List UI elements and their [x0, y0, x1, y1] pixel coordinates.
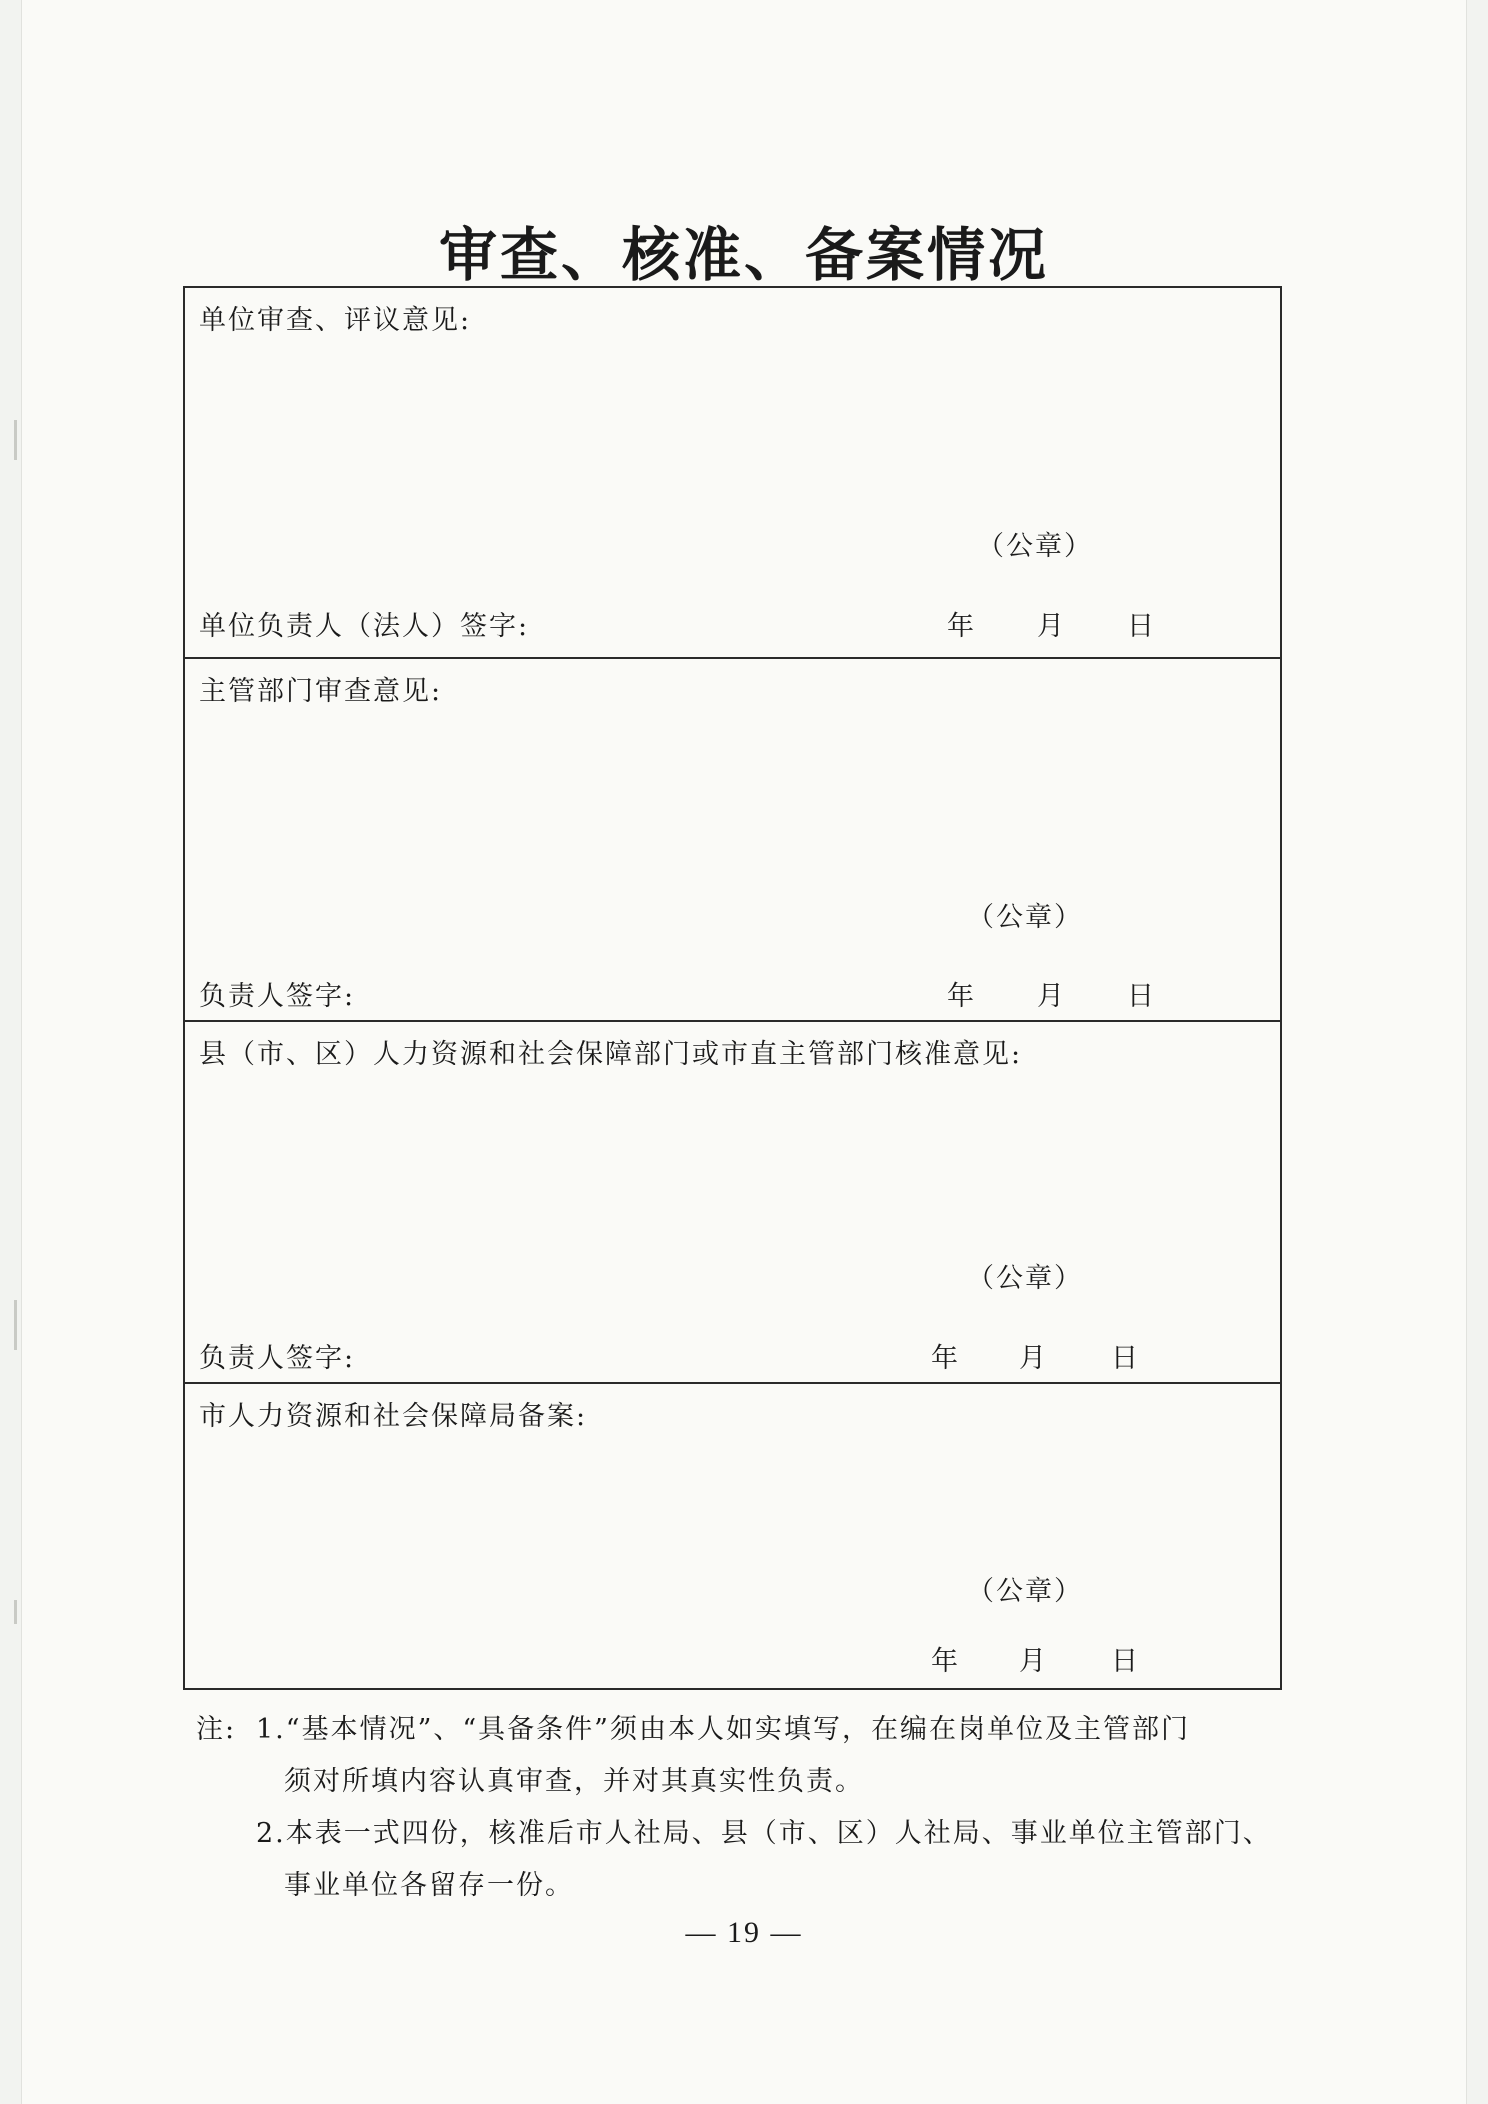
official-seal-label: （公章） [967, 1263, 1083, 1294]
date-month-label: 月 [1019, 1343, 1046, 1374]
date-day-label: 日 [1111, 1646, 1138, 1677]
section-heading: 单位审查、评议意见: [199, 305, 472, 336]
county-approval-section [185, 1022, 1280, 1384]
official-seal-label: （公章） [977, 531, 1093, 562]
date-year-label: 年 [931, 1646, 958, 1677]
signer-label: 单位负责人（法人）签字: [199, 611, 530, 642]
note-text: 须对所填内容认真审查，并对其真实性负责。 [284, 1766, 864, 1797]
date-day-label: 日 [1111, 1343, 1138, 1374]
section-heading: 主管部门审查意见: [199, 676, 443, 707]
official-seal-label: （公章） [967, 902, 1083, 933]
date-month-label: 月 [1037, 981, 1064, 1012]
note-1-line-2 [196, 1756, 1296, 1808]
page-title: 审查、核准、备案情况 [438, 221, 1049, 289]
scan-edge-mark [14, 420, 17, 460]
page-number: — 19 — [685, 1916, 803, 1949]
city-filing-section [185, 1384, 1280, 1690]
note-2-line-1 [196, 1808, 1296, 1860]
date-month-label: 月 [1019, 1646, 1046, 1677]
date-month-label: 月 [1037, 611, 1064, 642]
notes-prefix: 注: [196, 1714, 237, 1745]
note-text: 事业单位各留存一份。 [284, 1870, 574, 1901]
scan-edge-mark [14, 1300, 17, 1350]
signer-label: 负责人签字: [199, 1343, 356, 1374]
section-heading: 市人力资源和社会保障局备案: [199, 1401, 588, 1432]
note-text: 2.本表一式四份，核准后市人社局、县（市、区）人社局、事业单位主管部门、 [256, 1818, 1272, 1849]
scan-edge-mark [14, 1600, 17, 1624]
department-review-section [185, 659, 1280, 1022]
date-year-label: 年 [947, 981, 974, 1012]
note-2-line-2 [196, 1860, 1296, 1912]
note-text: 1.“基本情况”、“具备条件”须由本人如实填写，在编在岗单位及主管部门 [256, 1714, 1190, 1745]
approval-form-table [183, 286, 1282, 1690]
date-day-label: 日 [1127, 611, 1154, 642]
note-1-line-1 [196, 1704, 1296, 1756]
date-day-label: 日 [1127, 981, 1154, 1012]
official-seal-label: （公章） [967, 1576, 1083, 1607]
date-year-label: 年 [931, 1343, 958, 1374]
section-heading: 县（市、区）人力资源和社会保障部门或市直主管部门核准意见: [199, 1039, 1023, 1070]
signer-label: 负责人签字: [199, 981, 356, 1012]
notes-block [196, 1704, 1296, 1912]
unit-review-section [185, 288, 1280, 659]
date-year-label: 年 [947, 611, 974, 642]
